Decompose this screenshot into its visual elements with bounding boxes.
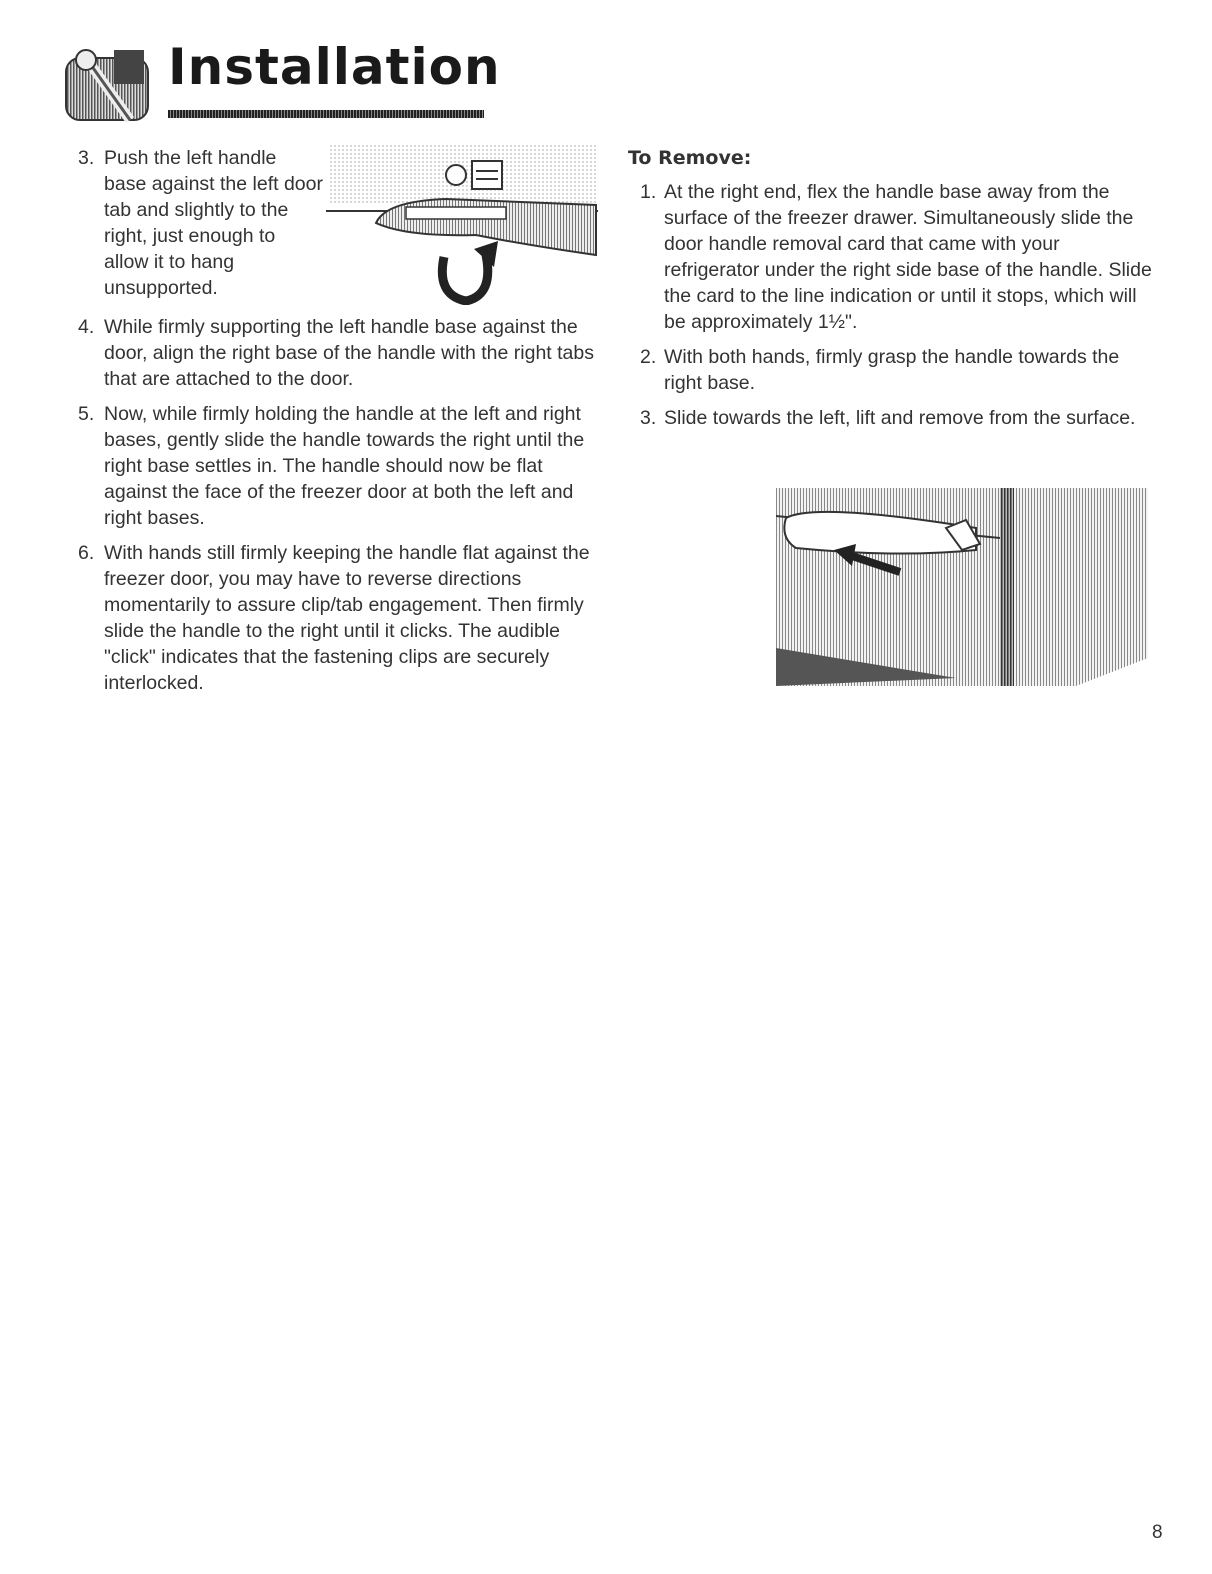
list-item <box>628 344 1158 396</box>
step-number: 1. <box>640 181 657 203</box>
page-header <box>64 38 501 130</box>
page-title: Installation <box>168 38 501 96</box>
title-rule <box>168 110 484 118</box>
list-item <box>78 401 598 531</box>
left-column <box>78 145 598 705</box>
wrench-icon <box>64 44 152 126</box>
list-item <box>78 540 598 696</box>
step-number: 3. <box>78 147 95 169</box>
handle-attach-illustration <box>326 145 598 305</box>
page-number: 8 <box>1152 1522 1163 1543</box>
step-number: 4. <box>78 316 95 338</box>
list-item <box>78 314 598 392</box>
list-item <box>628 405 1158 431</box>
section-title: To Remove: <box>628 147 752 169</box>
step-number: 2. <box>640 346 657 368</box>
step-text: Slide towards the left, lift and remove from the surface. <box>664 407 1136 429</box>
list-item <box>628 179 1158 335</box>
steps-list-right <box>628 179 1158 431</box>
step-text: Now, while firmly holding the handle at the left and right bases, gently slide the handle towards the right until the right base settles in. The handle should now be flat against the face of the freezer door at both the left and right bases. <box>104 403 585 529</box>
step-text: Push the left handle base against the left door tab and slightly to the right, just enough to allow it to hang unsupported. <box>104 147 323 299</box>
right-column <box>628 145 1158 440</box>
steps-list-left <box>78 145 598 696</box>
step-text: While firmly supporting the left handle base against the door, align the right base of the handle with the right tabs that are attached to the door. <box>104 316 594 390</box>
step-text: At the right end, flex the handle base away from the surface of the freezer drawer. Simultaneously slide the door handle removal card that came with your refrigerator under the right side base of the handle. Slide the card to the line indication or until it stops, which will be approximately 1½". <box>664 181 1152 333</box>
step-number: 6. <box>78 542 95 564</box>
handle-removal-illustration <box>776 488 1148 686</box>
step-text: With hands still firmly keeping the handle flat against the freezer door, you may have to reverse directions momentarily to assure clip/tab engagement. Then firmly slide the handle to the right until it clicks. The audible "click" indicates that the fastening clips are securely interlocked. <box>104 542 590 694</box>
step-number: 3. <box>640 407 657 429</box>
list-item <box>78 145 598 305</box>
step-text: With both hands, firmly grasp the handle towards the right base. <box>664 346 1120 394</box>
step-number: 5. <box>78 403 95 425</box>
